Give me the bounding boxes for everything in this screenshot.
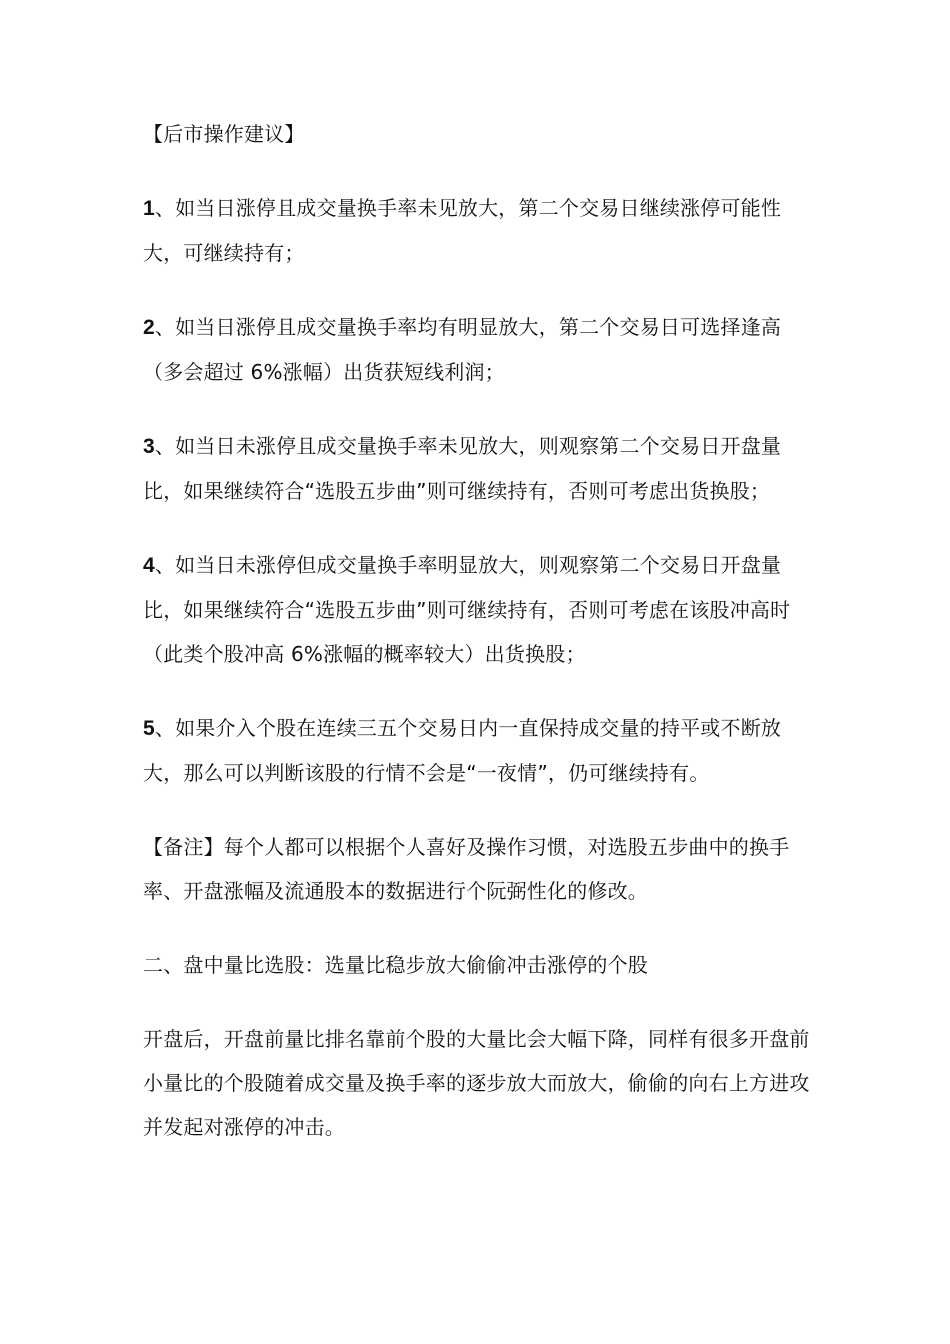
- document-body: [143, 112, 813, 1179]
- item-text: 、如果介入个股在连续三五个交易日内一直保持成交量的持平或不断放大，那么可以判断该股的行情不会是“一夜情”，仍可继续持有。: [143, 716, 782, 785]
- list-item: [143, 424, 813, 513]
- item-number: 5: [143, 717, 155, 740]
- list-item: [143, 543, 813, 676]
- item-text: 、如当日涨停且成交量换手率未见放大，第二个交易日继续涨停可能性大，可继续持有；: [143, 196, 782, 265]
- item-text: 、如当日涨停且成交量换手率均有明显放大，第二个交易日可选择逢高（多会超过 6%涨幅）出货获短线利润；: [143, 315, 782, 384]
- list-item: [143, 186, 813, 275]
- item-text: 、如当日未涨停且成交量换手率未见放大，则观察第二个交易日开盘量比，如果继续符合“选股五步曲”则可继续持有，否则可考虑出货换股；: [143, 434, 782, 503]
- list-item: [143, 706, 813, 795]
- list-item: [143, 305, 813, 394]
- item-number: 2: [143, 316, 155, 339]
- item-number: 3: [143, 435, 155, 458]
- closing-paragraph: 开盘后，开盘前量比排名靠前个股的大量比会大幅下降，同样有很多开盘前小量比的个股随着成交量及换手率的逐步放大而放大，偷偷的向右上方进攻并发起对涨停的冲击。: [143, 1027, 810, 1139]
- heading: 【后市操作建议】: [143, 122, 305, 146]
- item-number: 4: [143, 554, 155, 577]
- item-number: 1: [143, 197, 155, 220]
- item-text: 、如当日未涨停但成交量换手率明显放大，则观察第二个交易日开盘量比，如果继续符合“选股五步曲”则可继续持有，否则可考虑在该股冲高时（此类个股冲高 6%涨幅的概率较大）出货换股；: [143, 553, 791, 666]
- note: 【备注】每个人都可以根据个人喜好及操作习惯，对选股五步曲中的换手率、开盘涨幅及流通股本的数据进行个阮弼性化的修改。: [143, 835, 790, 903]
- section-title: 二、盘中量比选股：选量比稳步放大偷偷冲击涨停的个股: [143, 953, 648, 977]
